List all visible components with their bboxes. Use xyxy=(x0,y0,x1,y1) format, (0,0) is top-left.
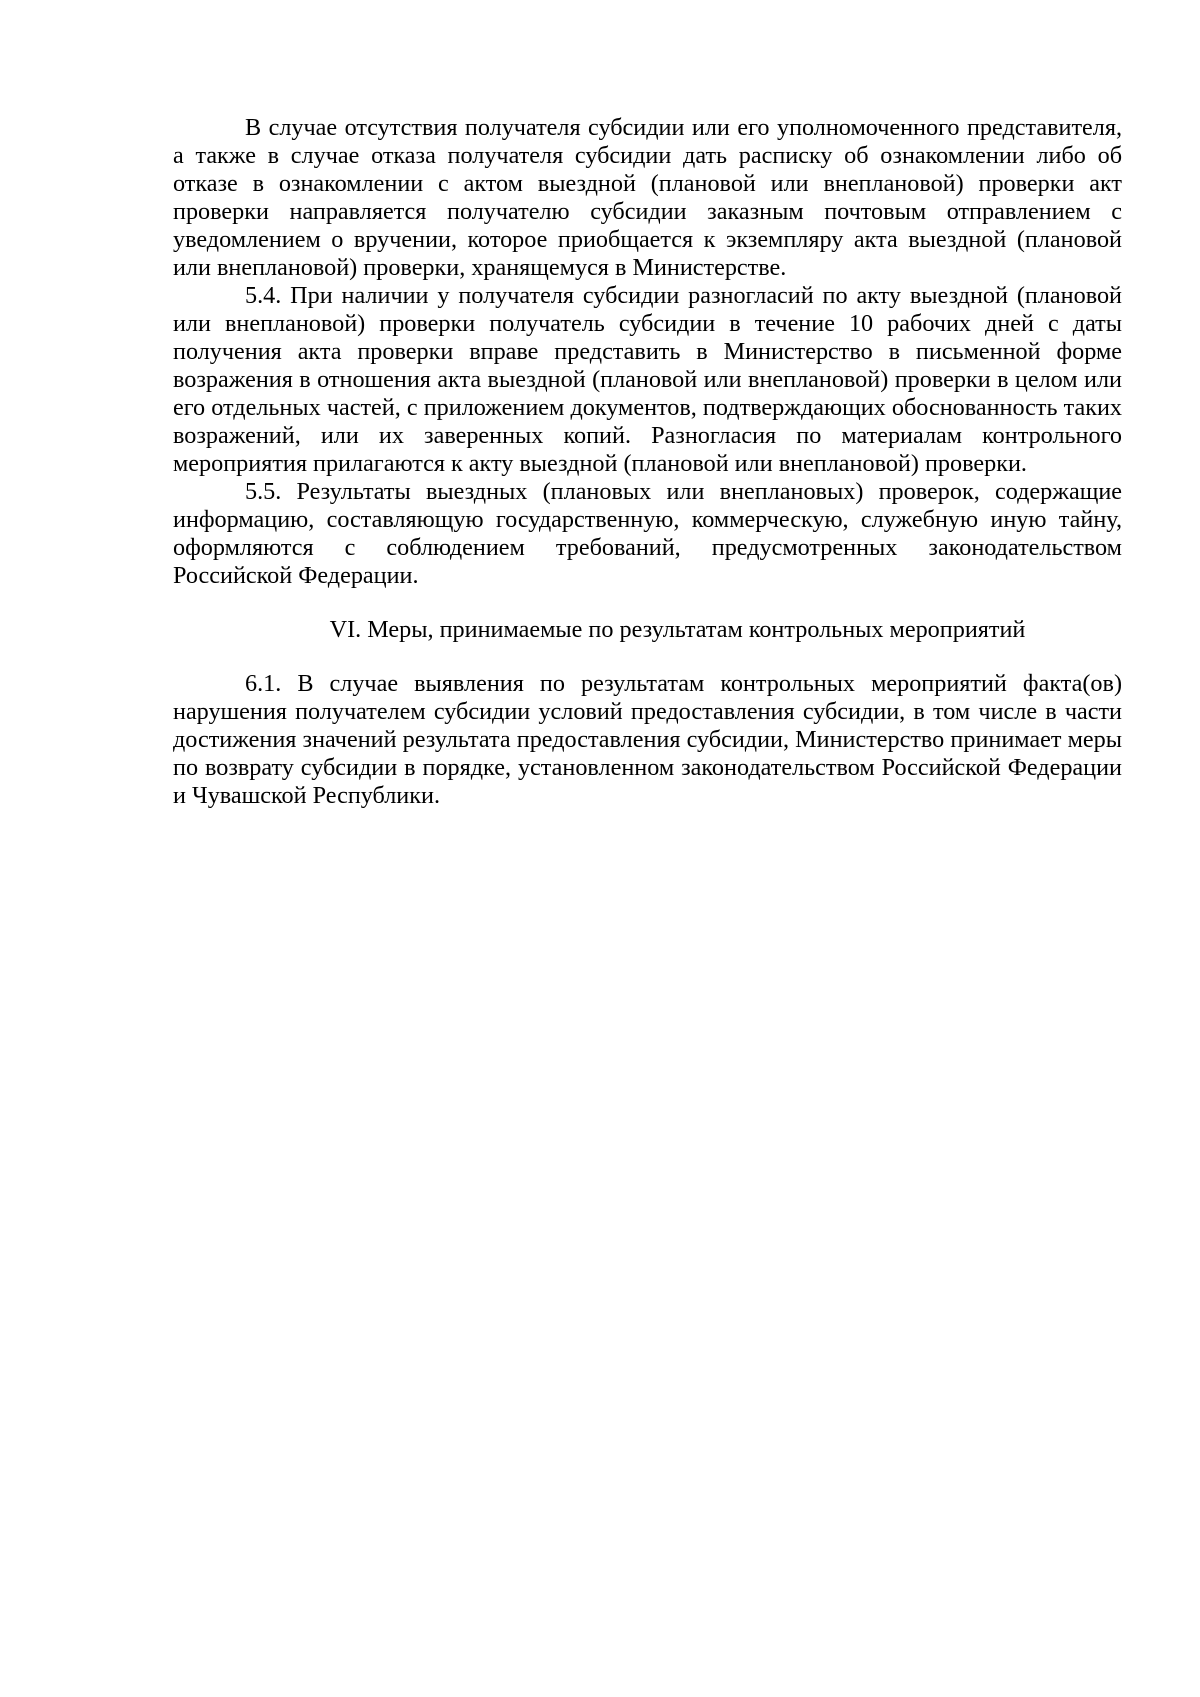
paragraph-5-5: 5.5. Результаты выездных (плановых или внеплановых) проверок, содержащие информацию, составляющую государственную, коммерческую, служебную иную тайну, оформляются с соблюдением требований, предусмотренных законодательством Российской Федерации. xyxy=(173,478,1122,589)
document-body xyxy=(173,114,1122,810)
section-heading-vi: VI. Меры, принимаемые по результатам контрольных мероприятий xyxy=(329,616,1026,643)
paragraph-notification: В случае отсутствия получателя субсидии или его уполномоченного представителя, а также в случае отказа получателя субсидии дать расписку об ознакомлении либо об отказе в ознакомлении с актом выездной (плановой или внеплановой) проверки акт проверки направляется получателю субсидии заказным почтовым отправлением с уведомлением о вручении, которое приобщается к экземпляру акта выездной (плановой или внеплановой) проверки, хранящемуся в Министерстве. xyxy=(173,114,1122,281)
paragraph-6-1: 6.1. В случае выявления по результатам контрольных мероприятий факта(ов) нарушения получателем субсидии условий предоставления субсидии, в том числе в части достижения значений результата предоставления субсидии, Министерство принимает меры по возврату субсидии в порядке, установленном законодательством Российской Федерации и Чувашской Республики. xyxy=(173,670,1122,809)
paragraph-5-4: 5.4. При наличии у получателя субсидии разногласий по акту выездной (плановой или внеплановой) проверки получатель субсидии в течение 10 рабочих дней с даты получения акта проверки вправе представить в Министерство в письменной форме возражения в отношения акта выездной (плановой или внеплановой) проверки в целом или его отдельных частей, с приложением документов, подтверждающих обоснованность таких возражений, или их заверенных копий. Разногласия по материалам контрольного мероприятия прилагаются к акту выездной (плановой или внеплановой) проверки. xyxy=(173,282,1122,477)
